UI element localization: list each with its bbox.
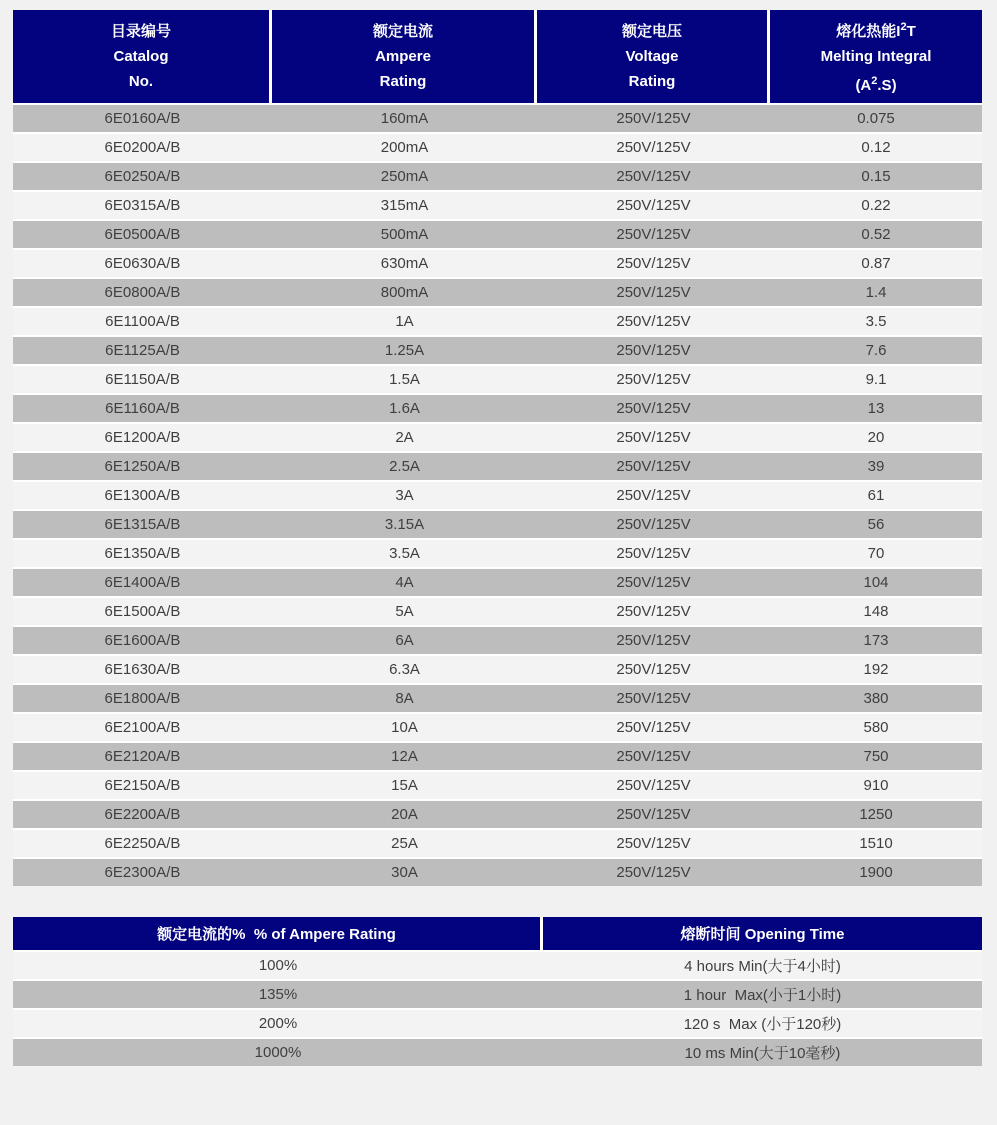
catalog-no-cell: 6E1160A/B (13, 393, 272, 422)
melting-integral-cell: 70 (770, 538, 982, 567)
voltage-rating-cell: 250V/125V (537, 393, 770, 422)
ampere-rating-cell: 6.3A (272, 654, 537, 683)
table-row (13, 1037, 982, 1066)
melting-integral-cell: 56 (770, 509, 982, 538)
voltage-rating-cell: 250V/125V (537, 277, 770, 306)
catalog-no-cell: 6E1315A/B (13, 509, 272, 538)
ampere-rating-cell: 15A (272, 770, 537, 799)
ampere-rating-cell: 30A (272, 857, 537, 886)
table-row (13, 1008, 982, 1037)
voltage-rating-cell: 250V/125V (537, 625, 770, 654)
ampere-rating-cell: 1.5A (272, 364, 537, 393)
opening-table-body (13, 950, 982, 1066)
percent-cell: 100% (13, 950, 543, 979)
ampere-rating-cell: 25A (272, 828, 537, 857)
catalog-no-cell: 6E2100A/B (13, 712, 272, 741)
melting-integral-cell: 0.87 (770, 248, 982, 277)
ampere-rating-cell: 6A (272, 625, 537, 654)
voltage-rating-cell: 250V/125V (537, 364, 770, 393)
ampere-rating-cell: 12A (272, 741, 537, 770)
header-melting-en: Melting Integral (820, 48, 932, 65)
table-row (13, 335, 982, 364)
table-row (13, 567, 982, 596)
catalog-no-cell: 6E0160A/B (13, 103, 272, 132)
melting-integral-cell: 910 (770, 770, 982, 799)
catalog-no-cell: 6E2150A/B (13, 770, 272, 799)
melting-integral-cell: 173 (770, 625, 982, 654)
ampere-rating-cell: 4A (272, 567, 537, 596)
superscript-2: 2 (900, 21, 907, 33)
ampere-rating-cell: 3A (272, 480, 537, 509)
table-row (13, 277, 982, 306)
ampere-rating-cell: 3.5A (272, 538, 537, 567)
table-row (13, 480, 982, 509)
catalog-no-cell: 6E1150A/B (13, 364, 272, 393)
header-percent-of-ampere-rating: 额定电流的% % of Ampere Rating (13, 917, 543, 950)
catalog-no-cell: 6E1600A/B (13, 625, 272, 654)
ampere-rating-cell: 250mA (272, 161, 537, 190)
melting-integral-cell: 13 (770, 393, 982, 422)
opening-time-cell: 10 ms Min(大于10毫秒) (543, 1037, 982, 1066)
header-ampere-en1: Ampere (375, 48, 431, 65)
catalog-no-cell: 6E1200A/B (13, 422, 272, 451)
catalog-no-cell: 6E2250A/B (13, 828, 272, 857)
opening-time-cell: 4 hours Min(大于4小时) (543, 950, 982, 979)
table-row (13, 683, 982, 712)
header-ampere-rating (272, 10, 537, 103)
ampere-rating-cell: 630mA (272, 248, 537, 277)
header-ampere-zh: 额定电流 (372, 23, 433, 40)
ampere-rating-cell: 10A (272, 712, 537, 741)
voltage-rating-cell: 250V/125V (537, 596, 770, 625)
percent-cell: 135% (13, 979, 543, 1008)
table-row (13, 161, 982, 190)
catalog-no-cell: 6E2300A/B (13, 857, 272, 886)
catalog-no-cell: 6E0315A/B (13, 190, 272, 219)
catalog-no-cell: 6E0500A/B (13, 219, 272, 248)
melting-integral-cell: 1510 (770, 828, 982, 857)
ampere-rating-cell: 8A (272, 683, 537, 712)
table-row (13, 509, 982, 538)
voltage-rating-cell: 250V/125V (537, 828, 770, 857)
header-catalog-zh: 目录编号 (110, 23, 171, 40)
spec-table-body (13, 103, 982, 886)
melting-integral-cell: 7.6 (770, 335, 982, 364)
header-melting-unit: $(A^2.S)$ (855, 75, 897, 94)
catalog-no-cell: 6E1400A/B (13, 567, 272, 596)
ampere-rating-cell: 160mA (272, 103, 537, 132)
voltage-rating-cell: 250V/125V (537, 509, 770, 538)
voltage-rating-cell: 250V/125V (537, 248, 770, 277)
percent-cell: 200% (13, 1008, 543, 1037)
ampere-rating-cell: 5A (272, 596, 537, 625)
catalog-no-cell: 6E0200A/B (13, 132, 272, 161)
catalog-no-cell: 6E1100A/B (13, 306, 272, 335)
header-voltage-rating (537, 10, 770, 103)
table-row (13, 248, 982, 277)
ampere-rating-cell: 200mA (272, 132, 537, 161)
melting-integral-cell: 104 (770, 567, 982, 596)
ampere-rating-cell: 1A (272, 306, 537, 335)
voltage-rating-cell: 250V/125V (537, 857, 770, 886)
ampere-rating-cell: 315mA (272, 190, 537, 219)
table-row (13, 451, 982, 480)
table-row (13, 857, 982, 886)
voltage-rating-cell: 250V/125V (537, 480, 770, 509)
voltage-rating-cell: 250V/125V (537, 538, 770, 567)
header-catalog-no (13, 10, 272, 103)
voltage-rating-cell: 250V/125V (537, 422, 770, 451)
ampere-rating-cell: 20A (272, 799, 537, 828)
table-row (13, 979, 982, 1008)
catalog-no-cell: 6E0250A/B (13, 161, 272, 190)
melting-integral-cell: 1.4 (770, 277, 982, 306)
catalog-no-cell: 6E1125A/B (13, 335, 272, 364)
catalog-no-cell: 6E1500A/B (13, 596, 272, 625)
table-row (13, 950, 982, 979)
melting-integral-cell: 148 (770, 596, 982, 625)
ampere-rating-cell: 3.15A (272, 509, 537, 538)
catalog-no-cell: 6E1630A/B (13, 654, 272, 683)
table-row (13, 219, 982, 248)
table-row (13, 393, 982, 422)
melting-integral-cell: 0.52 (770, 219, 982, 248)
catalog-no-cell: 6E1300A/B (13, 480, 272, 509)
voltage-rating-cell: 250V/125V (537, 103, 770, 132)
ampere-rating-cell: 2A (272, 422, 537, 451)
catalog-no-cell: 6E0800A/B (13, 277, 272, 306)
melting-integral-cell: 1900 (770, 857, 982, 886)
melting-integral-cell: 1250 (770, 799, 982, 828)
catalog-no-cell: 6E1350A/B (13, 538, 272, 567)
opening-time-table (13, 917, 982, 1066)
voltage-rating-cell: 250V/125V (537, 335, 770, 364)
catalog-no-cell: 6E0630A/B (13, 248, 272, 277)
catalog-no-cell: 6E1250A/B (13, 451, 272, 480)
melting-integral-cell: 20 (770, 422, 982, 451)
voltage-rating-cell: 250V/125V (537, 741, 770, 770)
header-ampere-en2: Rating (379, 73, 427, 90)
voltage-rating-cell: 250V/125V (537, 161, 770, 190)
ampere-rating-cell: 2.5A (272, 451, 537, 480)
opening-time-cell: 1 hour Max(小于1小时) (543, 979, 982, 1008)
table-row (13, 770, 982, 799)
voltage-rating-cell: 250V/125V (537, 567, 770, 596)
voltage-rating-cell: 250V/125V (537, 190, 770, 219)
melting-integral-cell: 750 (770, 741, 982, 770)
voltage-rating-cell: 250V/125V (537, 219, 770, 248)
melting-integral-cell: 0.075 (770, 103, 982, 132)
table-row (13, 103, 982, 132)
melting-integral-cell: 39 (770, 451, 982, 480)
header-melting-integral (770, 10, 982, 103)
melting-integral-cell: 0.12 (770, 132, 982, 161)
opening-time-cell: 120 s Max (小于120秒) (543, 1008, 982, 1037)
voltage-rating-cell: 250V/125V (537, 712, 770, 741)
header-opening-time: 熔断时间 Opening Time (543, 917, 982, 950)
header-catalog-en2: No. (128, 73, 154, 90)
voltage-rating-cell: 250V/125V (537, 132, 770, 161)
melting-integral-cell: 380 (770, 683, 982, 712)
table-row (13, 799, 982, 828)
table-row (13, 625, 982, 654)
header-voltage-zh: 额定电压 (621, 23, 682, 40)
melting-integral-cell: 0.15 (770, 161, 982, 190)
header-voltage-en2: Rating (628, 73, 676, 90)
melting-integral-cell: 61 (770, 480, 982, 509)
catalog-no-cell: 6E1800A/B (13, 683, 272, 712)
melting-integral-cell: 580 (770, 712, 982, 741)
fuse-spec-table (13, 10, 982, 886)
table-row (13, 741, 982, 770)
table-row (13, 596, 982, 625)
catalog-no-cell: 6E2120A/B (13, 741, 272, 770)
table-row (13, 132, 982, 161)
melting-integral-cell: 9.1 (770, 364, 982, 393)
ampere-rating-cell: 1.6A (272, 393, 537, 422)
table-row (13, 654, 982, 683)
voltage-rating-cell: 250V/125V (537, 654, 770, 683)
table-row (13, 422, 982, 451)
table-row (13, 190, 982, 219)
voltage-rating-cell: 250V/125V (537, 306, 770, 335)
melting-integral-cell: 0.22 (770, 190, 982, 219)
header-voltage-en1: Voltage (625, 48, 679, 65)
table-row (13, 306, 982, 335)
table-row (13, 538, 982, 567)
header-catalog-en1: Catalog (113, 48, 169, 65)
ampere-rating-cell: 1.25A (272, 335, 537, 364)
table-row (13, 712, 982, 741)
voltage-rating-cell: 250V/125V (537, 799, 770, 828)
catalog-no-cell: 6E2200A/B (13, 799, 272, 828)
spec-table-header (13, 10, 982, 103)
opening-table-header (13, 917, 982, 950)
voltage-rating-cell: 250V/125V (537, 683, 770, 712)
percent-cell: 1000% (13, 1037, 543, 1066)
melting-integral-cell: 3.5 (770, 306, 982, 335)
voltage-rating-cell: 250V/125V (537, 770, 770, 799)
ampere-rating-cell: 500mA (272, 219, 537, 248)
superscript-2: 2 (871, 75, 878, 87)
ampere-rating-cell: 800mA (272, 277, 537, 306)
voltage-rating-cell: 250V/125V (537, 451, 770, 480)
table-row (13, 828, 982, 857)
melting-integral-cell: 192 (770, 654, 982, 683)
header-melting-zh: 熔化热能$I^2T$ (836, 21, 916, 40)
table-row (13, 364, 982, 393)
